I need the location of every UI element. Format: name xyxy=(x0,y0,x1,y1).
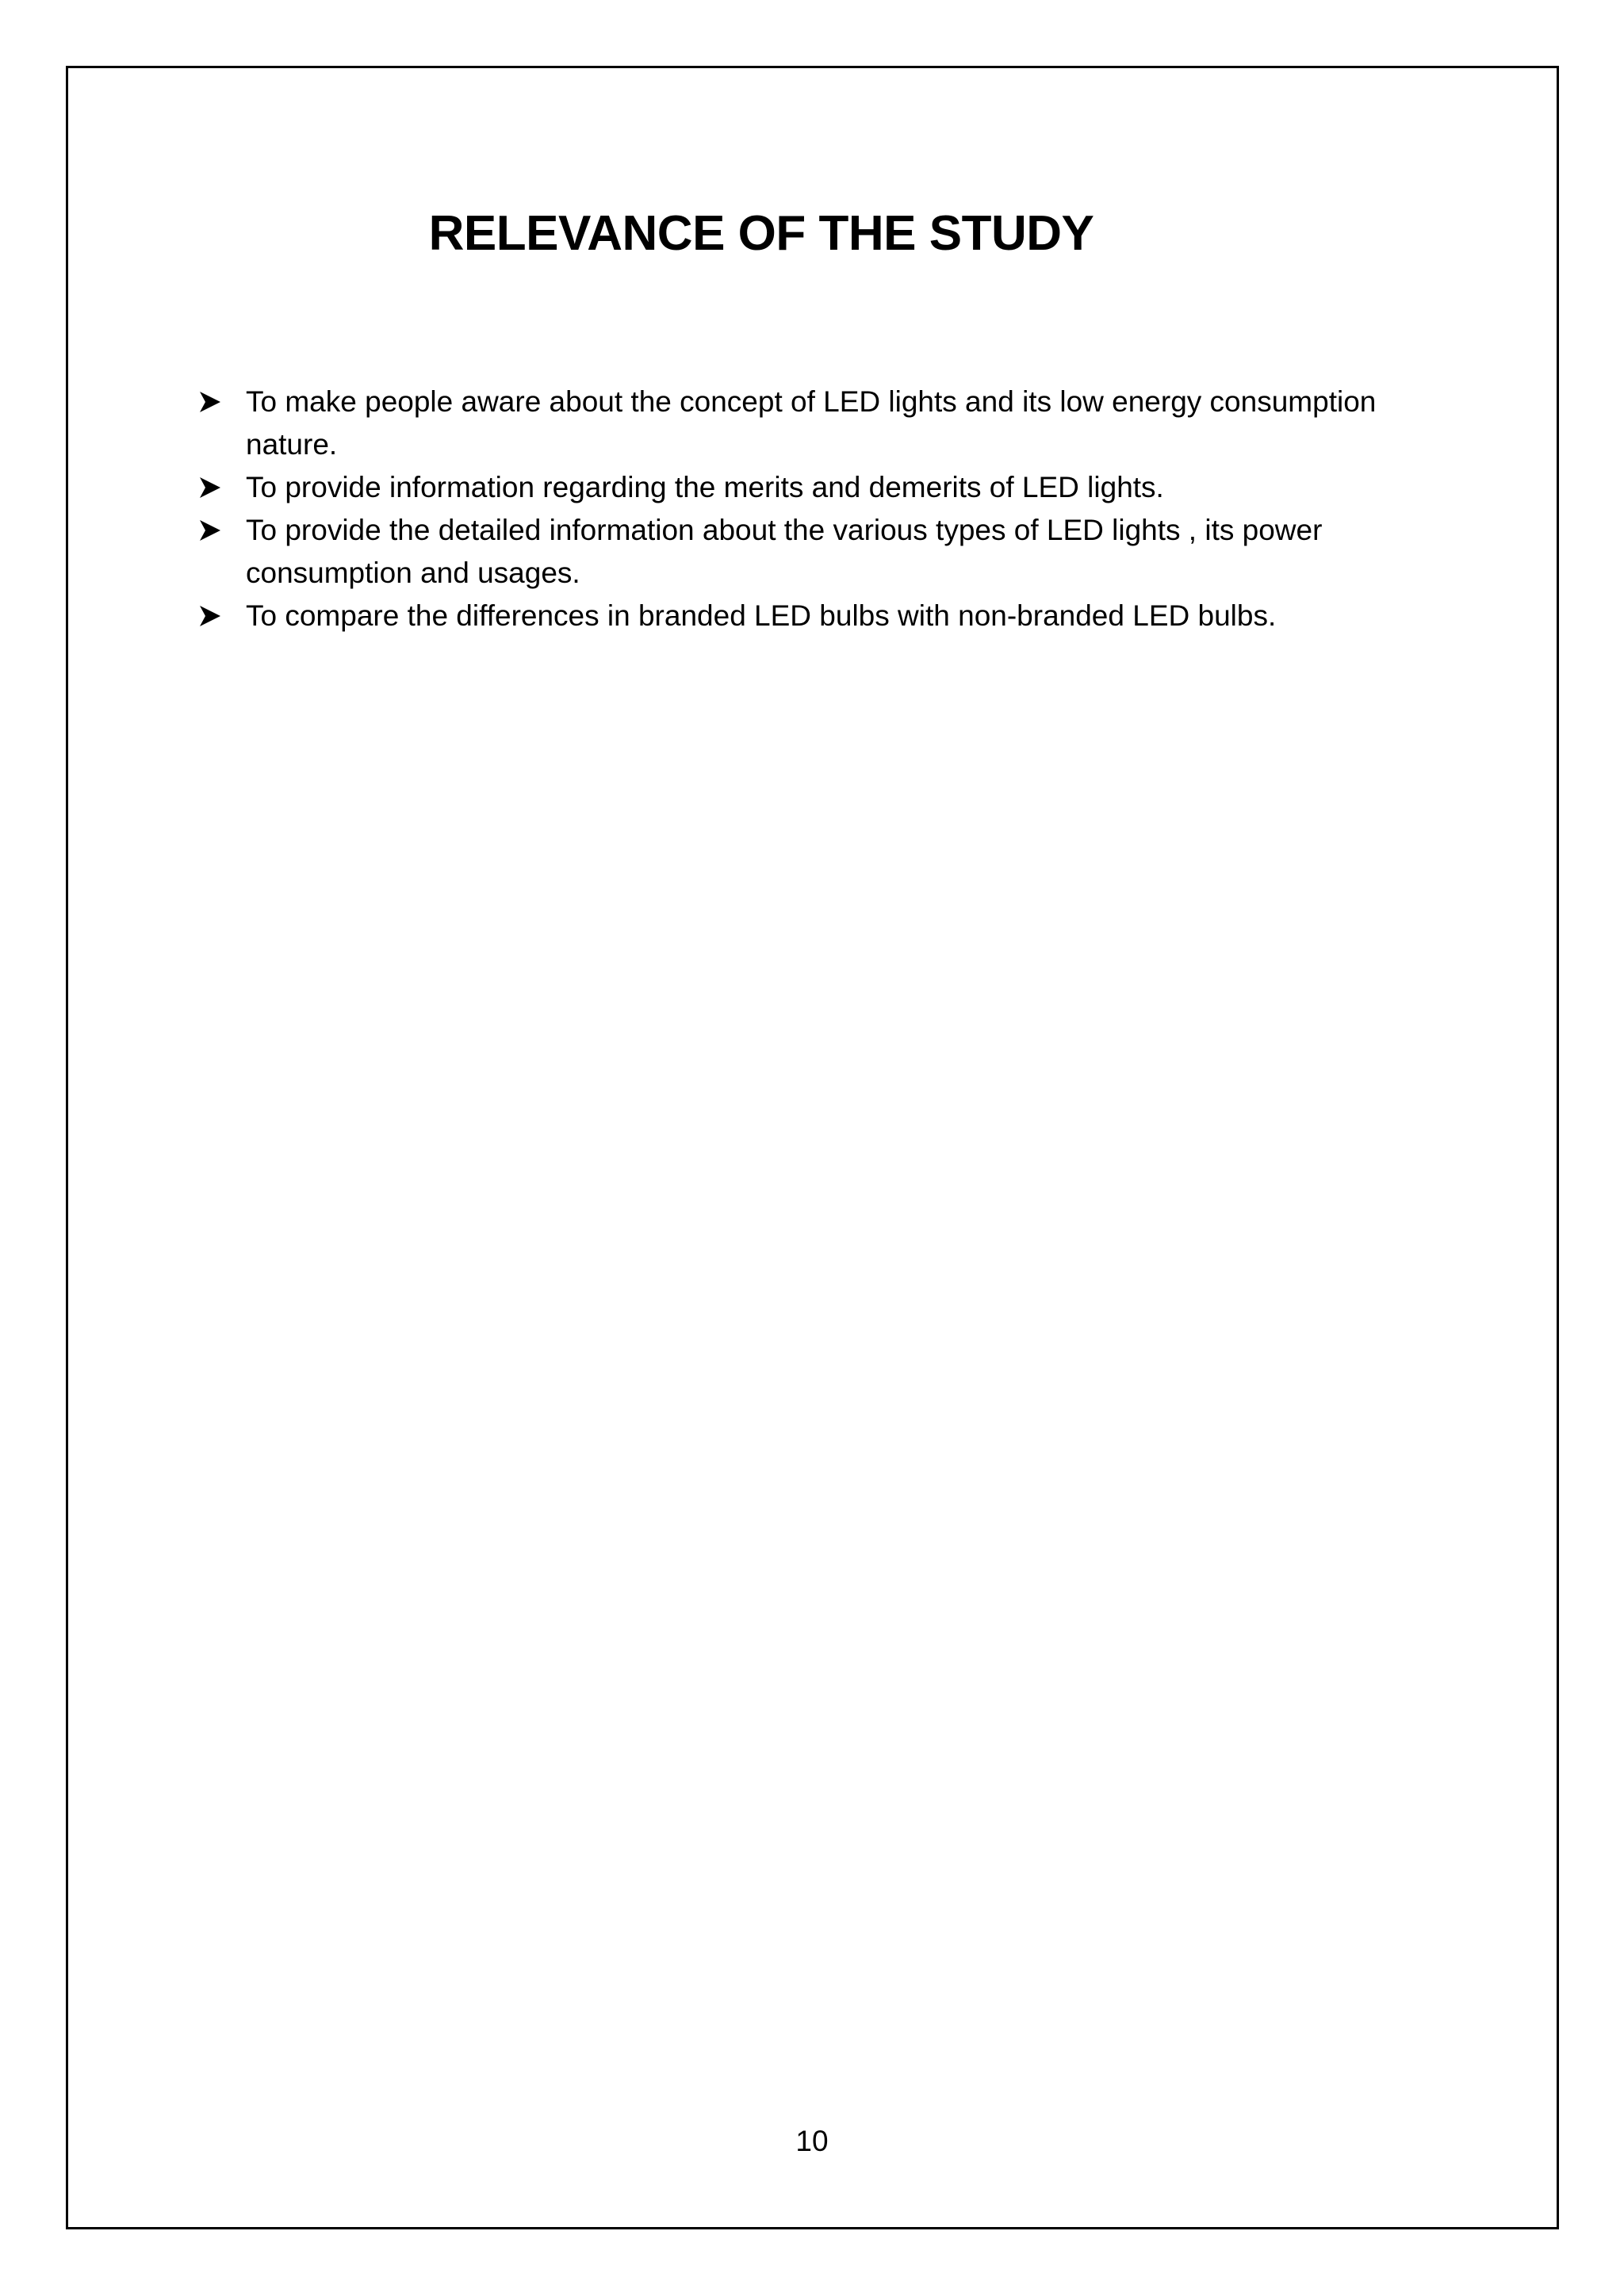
objectives-list xyxy=(198,381,1435,637)
list-item-text: To make people aware about the concept of LED lights and its low energy consumption nature. xyxy=(246,385,1377,461)
arrowhead-bullet-icon xyxy=(198,466,230,509)
arrowhead-bullet-icon xyxy=(198,509,230,552)
list-item xyxy=(198,466,1435,509)
arrowhead-bullet-icon xyxy=(198,381,230,423)
page-number: 10 xyxy=(795,2125,829,2157)
list-item xyxy=(198,509,1435,595)
arrowhead-bullet-icon xyxy=(198,595,230,637)
list-item-text: To provide the detailed information about the various types of LED lights , its power consumption and usages. xyxy=(246,514,1323,589)
list-item xyxy=(198,381,1435,466)
list-item-text: To compare the differences in branded LED bulbs with non-branded LED bulbs. xyxy=(246,599,1277,632)
list-item-text: To provide information regarding the merits and demerits of LED lights. xyxy=(246,471,1164,503)
page-title: RELEVANCE OF THE STUDY xyxy=(428,206,1094,261)
list-item xyxy=(198,595,1435,637)
